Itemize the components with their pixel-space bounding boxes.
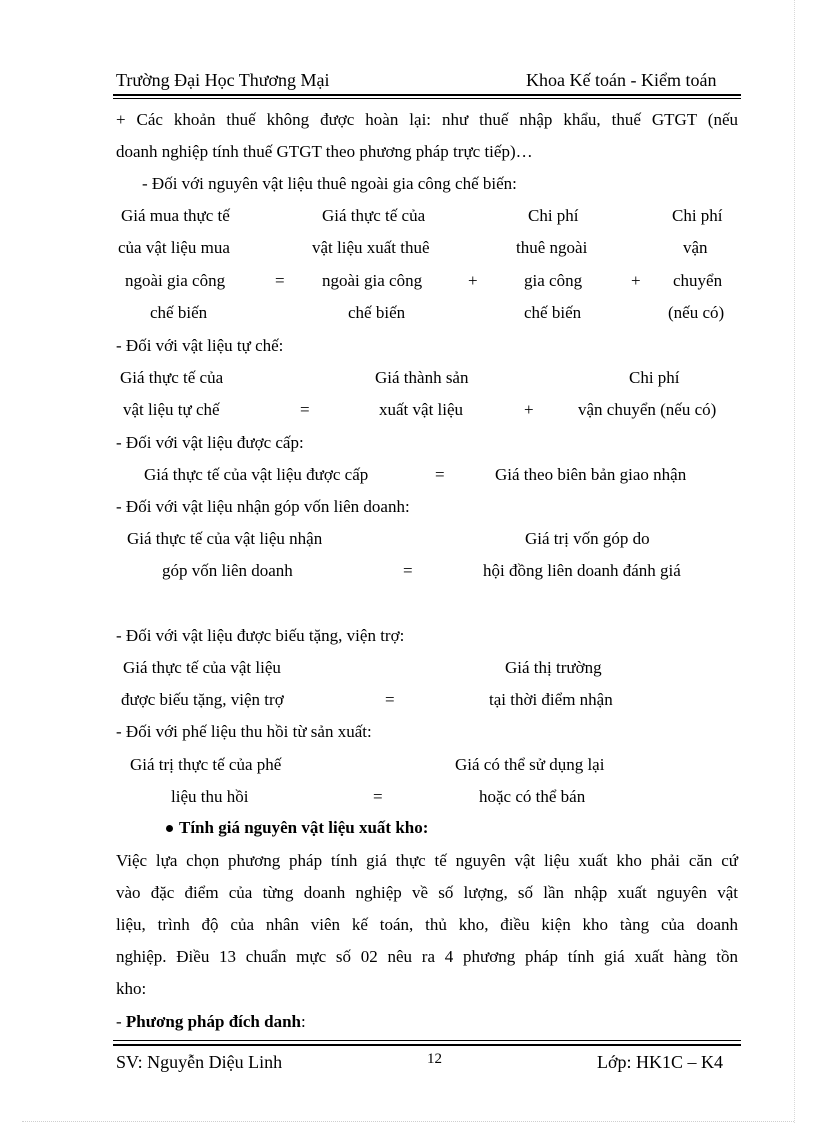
footer-class: Lớp: HK1C – K4: [597, 1052, 724, 1072]
formula-term: ngoài gia công: [125, 271, 226, 290]
formula-term: Giá có thể sử dụng lại: [455, 755, 605, 774]
formula-term: tại thời điểm nhận: [489, 690, 613, 709]
equals-sign: =: [300, 400, 310, 419]
method-suffix: :: [301, 1012, 306, 1031]
formula-term: Giá theo biên bản giao nhận: [495, 465, 687, 484]
equals-sign: =: [435, 465, 445, 484]
formula-term: vận: [683, 238, 708, 257]
footer-student: SV: Nguyễn Diệu Linh: [116, 1052, 283, 1072]
formula-term: thuê ngoài: [516, 238, 588, 257]
formula-term: ngoài gia công: [322, 271, 423, 290]
formula-term: chế biến: [348, 303, 406, 322]
header-faculty: Khoa Kế toán - Kiểm toán: [526, 70, 717, 90]
section-heading-joint-venture: - Đối với vật liệu nhận góp vốn liên doanh:: [116, 497, 410, 516]
text-line: + Các khoản thuế không được hoàn lại: như thuế nhập khẩu, thuế GTGT (nếu: [116, 110, 738, 129]
formula-term: chế biến: [524, 303, 582, 322]
formula-term: vật liệu tự chế: [123, 400, 220, 419]
formula-term: Chi phí: [528, 206, 579, 225]
plus-sign: +: [468, 271, 478, 290]
section-heading-export: [166, 818, 428, 838]
formula-term: Giá thực tế của vật liệu được cấp: [144, 465, 369, 484]
section-heading-granted: - Đối với vật liệu được cấp:: [116, 433, 304, 452]
formula-term: Giá thực tế của vật liệu: [123, 658, 281, 677]
formula-term: Giá trị vốn góp do: [525, 529, 650, 548]
formula-term: Giá thị trường: [505, 658, 602, 677]
page-edge-guide: [22, 1121, 794, 1122]
bullet-icon: [166, 825, 173, 832]
paragraph-line: Việc lựa chọn phương pháp tính giá thực tế nguyên vật liệu xuất kho phải căn cứ: [116, 851, 738, 870]
page-number: 12: [427, 1051, 442, 1067]
formula-term: Giá mua thực tế: [121, 206, 230, 225]
header-rule-thick: [113, 94, 741, 96]
formula-term: Giá trị thực tế của phế: [130, 755, 282, 774]
formula-term: Chi phí: [629, 368, 680, 387]
formula-term: vật liệu xuất thuê: [312, 238, 430, 257]
text-line: doanh nghiệp tính thuế GTGT theo phương pháp trực tiếp)…: [116, 142, 533, 161]
export-heading-text: Tính giá nguyên vật liệu xuất kho:: [179, 818, 429, 837]
formula-term: Chi phí: [672, 206, 723, 225]
formula-term: Giá thực tế của: [322, 206, 426, 225]
paragraph-line: nghiệp. Điều 13 chuẩn mực số 02 nêu ra 4 phương pháp tính giá xuất hàng tồn: [116, 947, 738, 966]
footer-rule-thick: [113, 1044, 741, 1046]
equals-sign: =: [385, 690, 395, 709]
formula-term: góp vốn liên doanh: [162, 561, 293, 580]
method-name: Phương pháp đích danh: [125, 1012, 301, 1031]
paragraph-line: liệu, trình độ của nhân viên kế toán, thủ kho, điều kiện kho tàng của doanh: [116, 915, 738, 934]
formula-term: vận chuyển (nếu có): [578, 400, 717, 419]
formula-term: được biếu tặng, viện trợ: [121, 690, 284, 709]
section-heading-outsource: - Đối với nguyên vật liệu thuê ngoài gia công chế biến:: [142, 174, 517, 193]
method-heading: [116, 1012, 306, 1032]
equals-sign: =: [373, 787, 383, 806]
paragraph-line: kho:: [116, 979, 147, 998]
formula-term: gia công: [524, 271, 583, 290]
section-heading-self: - Đối với vật liệu tự chế:: [116, 336, 284, 355]
footer-rule-thin: [113, 1040, 741, 1041]
formula-term: (nếu có): [668, 303, 725, 322]
page-edge-guide-right: [794, 0, 795, 1123]
formula-term: liệu thu hồi: [171, 787, 249, 806]
formula-term: Giá thực tế của vật liệu nhận: [127, 529, 323, 548]
formula-term: chế biến: [150, 303, 208, 322]
formula-term: hội đồng liên doanh đánh giá: [483, 561, 681, 580]
formula-term: chuyển: [673, 271, 723, 290]
equals-sign: =: [275, 271, 285, 290]
formula-term: xuất vật liệu: [379, 400, 464, 419]
section-heading-gift: - Đối với vật liệu được biếu tặng, viện trợ:: [116, 626, 405, 645]
header-school: Trường Đại Học Thương Mại: [116, 70, 330, 90]
formula-term: Giá thực tế của: [120, 368, 224, 387]
formula-term: Giá thành sản: [375, 368, 469, 387]
formula-term: hoặc có thể bán: [479, 787, 586, 806]
plus-sign: +: [631, 271, 641, 290]
equals-sign: =: [403, 561, 413, 580]
plus-sign: +: [524, 400, 534, 419]
header-rule-thin: [113, 98, 741, 99]
method-prefix: -: [116, 1012, 126, 1031]
formula-term: của vật liệu mua: [118, 238, 230, 257]
section-heading-scrap: - Đối với phế liệu thu hồi từ sản xuất:: [116, 722, 372, 741]
paragraph-line: vào đặc điểm của từng doanh nghiệp về số lượng, số lần nhập xuất nguyên vật: [116, 883, 738, 902]
